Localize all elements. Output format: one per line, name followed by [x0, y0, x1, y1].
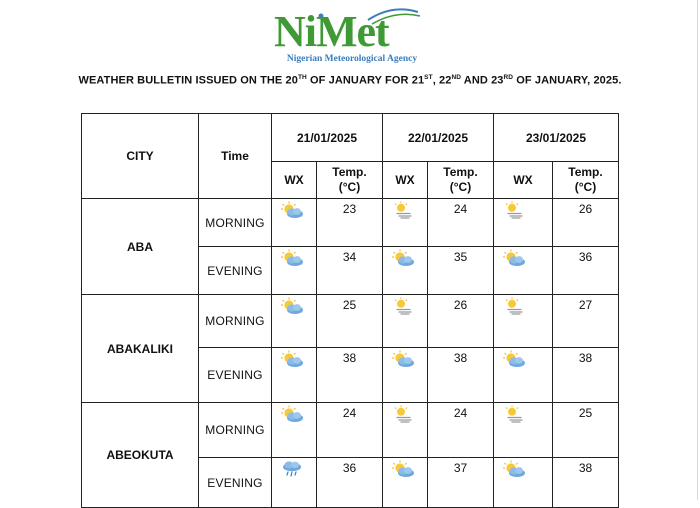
logo-tagline: Nigerian Meteorological Agency — [286, 54, 418, 64]
temperature-value: 25 — [553, 403, 619, 458]
weather-cell — [383, 403, 428, 458]
weather-cell — [383, 247, 428, 295]
forecast-table — [81, 113, 619, 508]
temperature-value: 38 — [553, 348, 619, 403]
partly-cloudy-icon — [280, 357, 304, 371]
weather-cell — [383, 295, 428, 348]
weather-cell — [494, 403, 553, 458]
partly-cloudy-icon — [280, 412, 304, 426]
weather-cell — [272, 199, 317, 247]
temperature-value: 38 — [317, 348, 383, 403]
temperature-value: 36 — [553, 247, 619, 295]
city-name: ABAKALIKI — [82, 295, 199, 403]
time-header: Time — [199, 114, 272, 199]
partly-cloudy-icon — [502, 256, 526, 270]
partly-cloudy-icon — [280, 208, 304, 222]
partly-cloudy-icon — [502, 467, 526, 481]
partly-cloudy-icon — [391, 357, 415, 371]
city-header: CITY — [82, 114, 199, 199]
weather-cell — [494, 247, 553, 295]
temp-header: Temp. (°C) — [317, 162, 383, 199]
time-of-day: EVENING — [199, 458, 272, 508]
temperature-value: 37 — [428, 458, 494, 508]
temperature-value: 27 — [553, 295, 619, 348]
bulletin-title: WEATHER BULLETIN ISSUED ON THE 20TH OF JANUARY FOR 21ST, 22ND AND 23RD OF JANUARY, 2025. — [78, 74, 622, 87]
weather-cell — [272, 458, 317, 508]
cloud-rain-icon — [280, 467, 304, 481]
time-of-day: EVENING — [199, 247, 272, 295]
logo-wordmark: NiMet — [274, 7, 389, 56]
temperature-value: 38 — [553, 458, 619, 508]
time-of-day: MORNING — [199, 295, 272, 348]
wx-header: WX — [494, 162, 553, 199]
hazy-sun-icon — [502, 412, 526, 426]
temperature-value: 34 — [317, 247, 383, 295]
partly-cloudy-icon — [502, 357, 526, 371]
table-row — [82, 295, 619, 348]
weather-cell — [494, 458, 553, 508]
partly-cloudy-icon — [280, 304, 304, 318]
partly-cloudy-icon — [280, 256, 304, 270]
temperature-value: 35 — [428, 247, 494, 295]
table-row — [82, 403, 619, 458]
weather-cell — [494, 295, 553, 348]
temperature-value: 24 — [317, 403, 383, 458]
temp-header: Temp. (°C) — [428, 162, 494, 199]
weather-cell — [272, 348, 317, 403]
hazy-sun-icon — [502, 304, 526, 318]
temperature-value: 26 — [428, 295, 494, 348]
city-name: ABEOKUTA — [82, 403, 199, 508]
time-of-day: EVENING — [199, 348, 272, 403]
temperature-value: 24 — [428, 199, 494, 247]
weather-cell — [272, 403, 317, 458]
nimet-logo — [272, 6, 432, 66]
date-header: 23/01/2025 — [494, 114, 619, 162]
time-of-day: MORNING — [199, 199, 272, 247]
table-row — [82, 199, 619, 247]
weather-cell — [494, 348, 553, 403]
weather-cell — [272, 295, 317, 348]
temperature-value: 26 — [553, 199, 619, 247]
wx-header: WX — [272, 162, 317, 199]
time-of-day: MORNING — [199, 403, 272, 458]
partly-cloudy-icon — [391, 256, 415, 270]
temperature-value: 25 — [317, 295, 383, 348]
temp-header: Temp. (°C) — [553, 162, 619, 199]
hazy-sun-icon — [391, 304, 415, 318]
date-header: 21/01/2025 — [272, 114, 383, 162]
wx-header: WX — [383, 162, 428, 199]
temperature-value: 38 — [428, 348, 494, 403]
hazy-sun-icon — [391, 208, 415, 222]
weather-cell — [383, 199, 428, 247]
partly-cloudy-icon — [391, 467, 415, 481]
weather-cell — [383, 458, 428, 508]
date-header: 22/01/2025 — [383, 114, 494, 162]
hazy-sun-icon — [502, 208, 526, 222]
temperature-value: 23 — [317, 199, 383, 247]
weather-cell — [272, 247, 317, 295]
hazy-sun-icon — [391, 412, 415, 426]
city-name: ABA — [82, 199, 199, 295]
temperature-value: 36 — [317, 458, 383, 508]
weather-cell — [383, 348, 428, 403]
weather-cell — [494, 199, 553, 247]
temperature-value: 24 — [428, 403, 494, 458]
